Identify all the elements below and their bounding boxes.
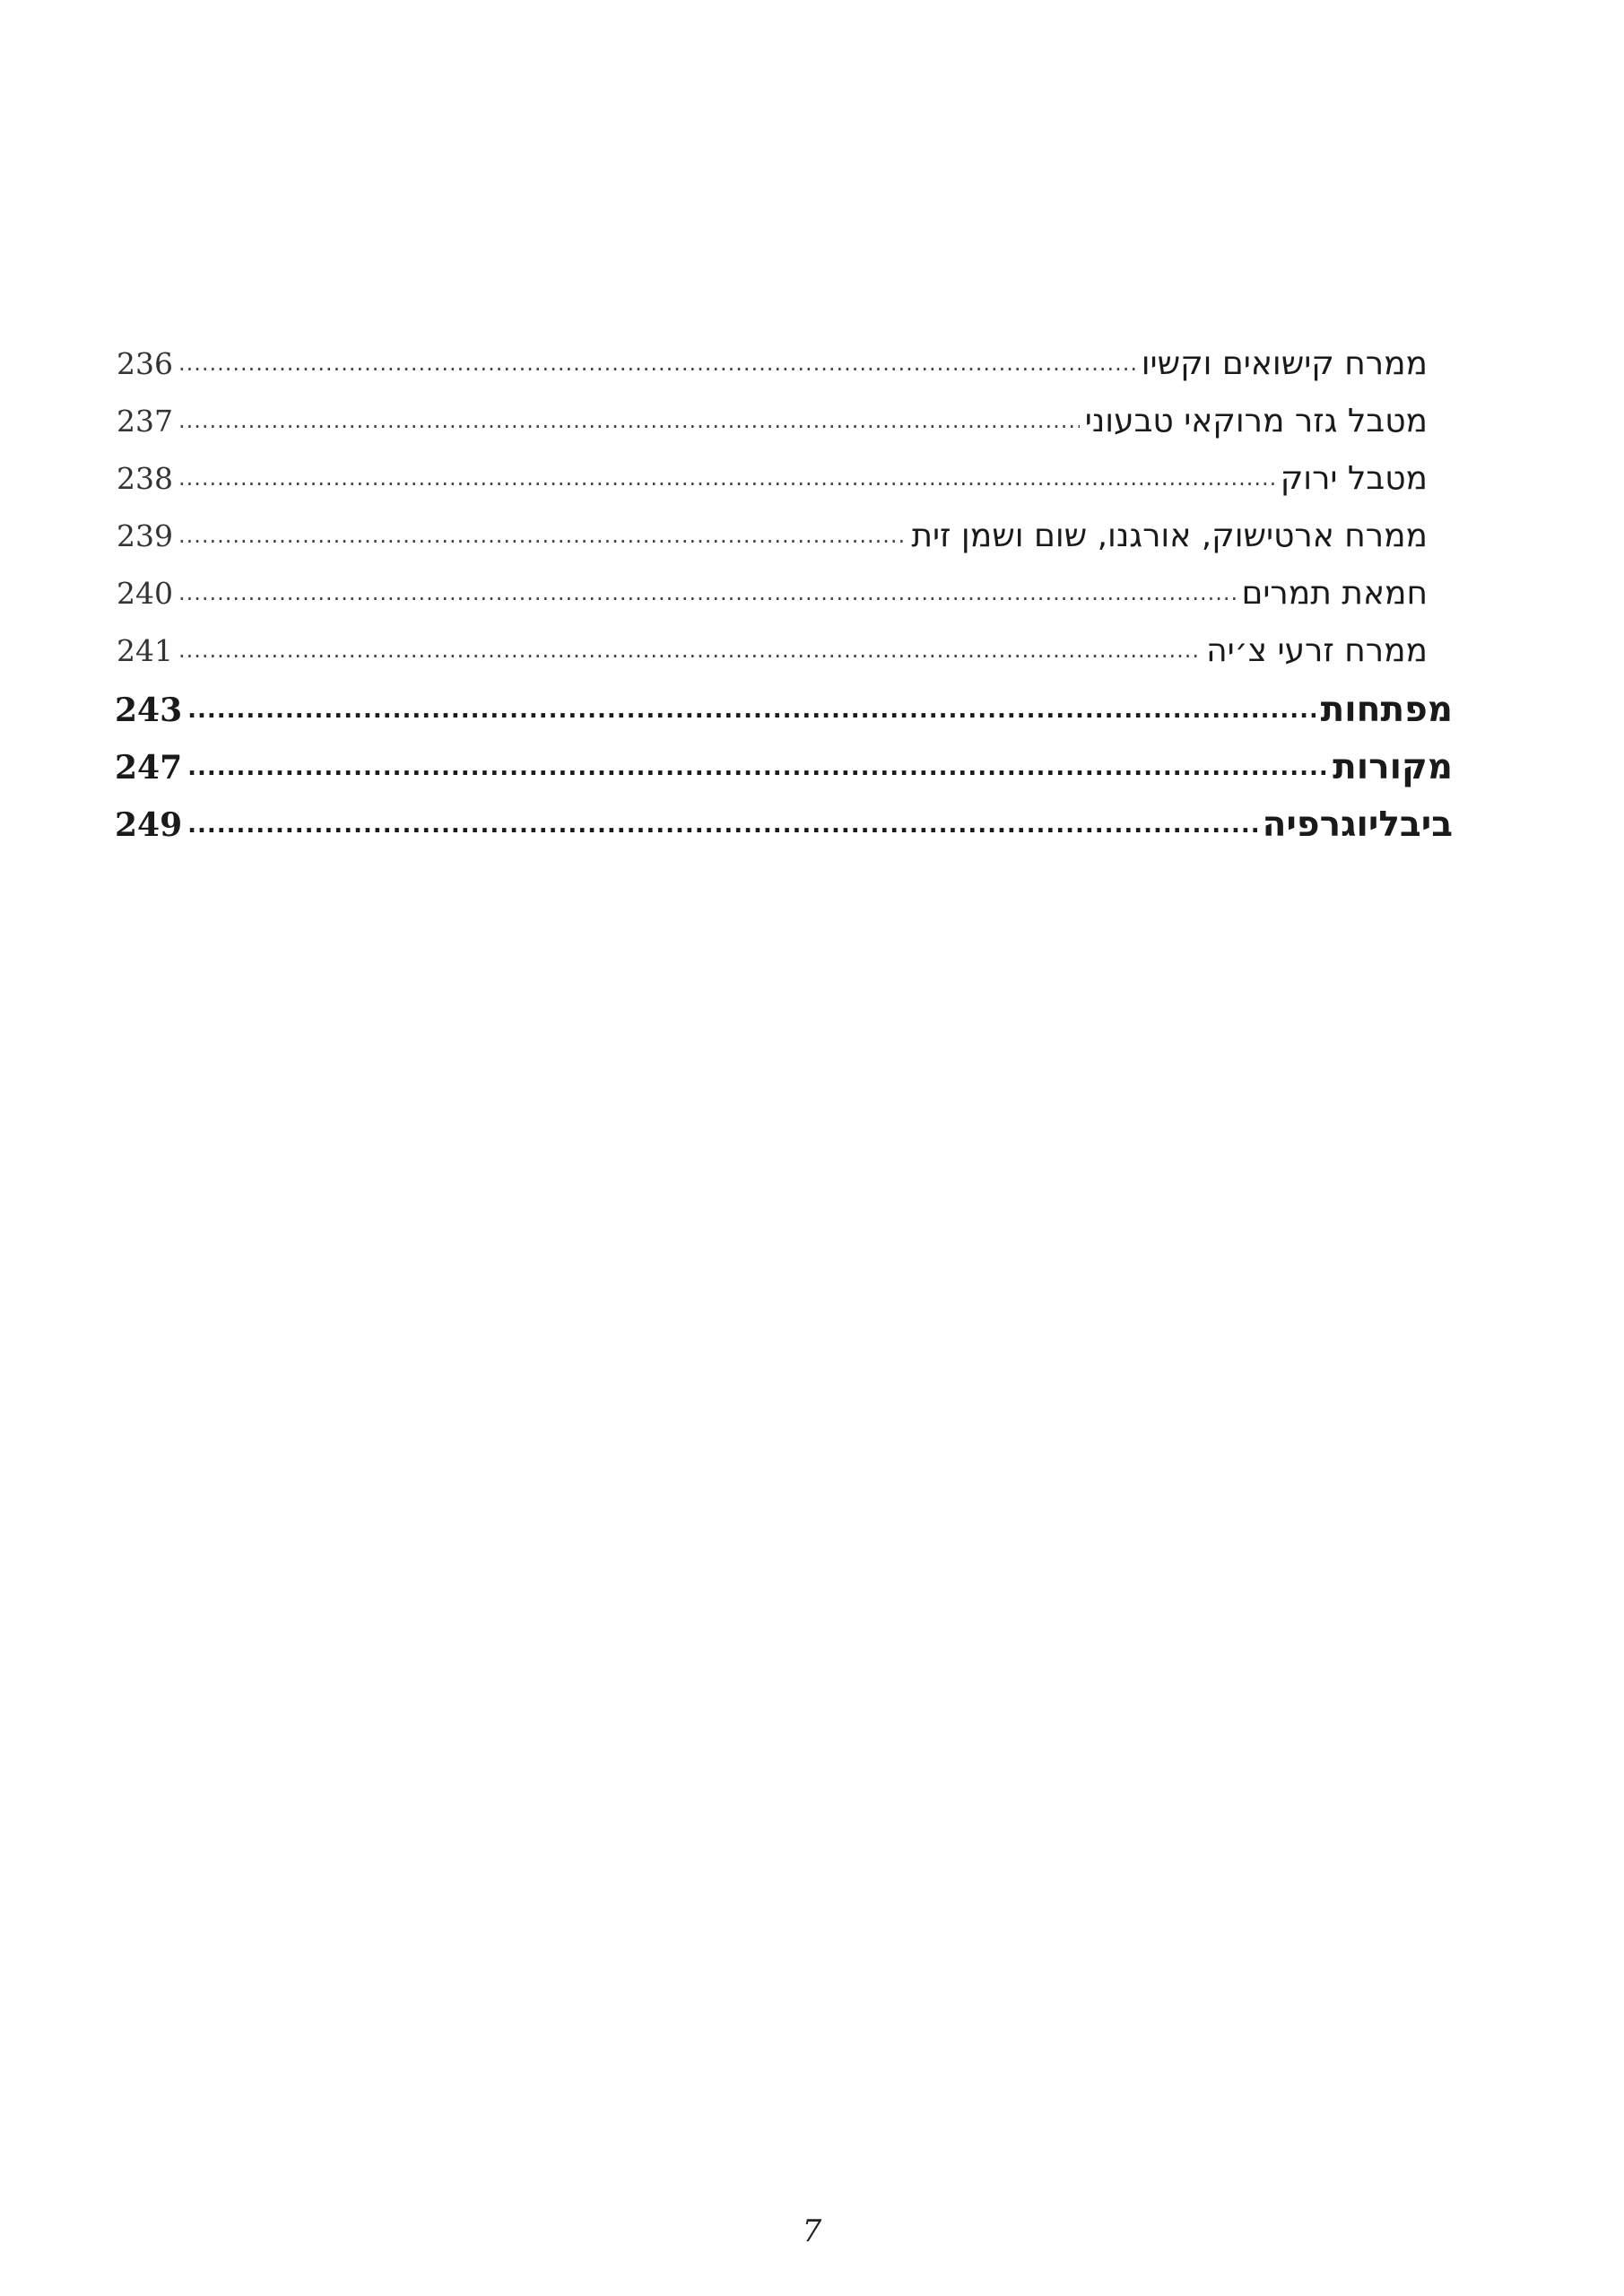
toc-entry[interactable] (117, 460, 1428, 517)
toc-entry-title: מטבל ירוק (1280, 460, 1428, 497)
toc-section-page: 249 (115, 806, 183, 844)
dot-leader (178, 580, 1236, 605)
toc-entry-title: חמאת תמרים (1241, 575, 1428, 612)
dot-leader (178, 408, 1080, 433)
toc-entry[interactable] (117, 517, 1428, 575)
toc-entry-page: 240 (117, 576, 173, 611)
toc-section-entry[interactable] (115, 690, 1453, 747)
toc-entry-title: ממרח קישואים וקשיו (1141, 345, 1428, 382)
toc-entry-title: ממרח זרעי צ׳יה (1206, 632, 1428, 669)
toc-entry[interactable] (117, 345, 1428, 403)
dot-leader (187, 754, 1327, 781)
dot-leader (178, 465, 1275, 491)
toc-entry-page: 237 (117, 404, 173, 439)
dot-leader (178, 351, 1136, 376)
toc-entry-page: 236 (117, 346, 173, 381)
toc-entry-page: 239 (117, 518, 173, 553)
toc-section-title: מפתחות (1320, 690, 1453, 730)
toc-entry-title: מטבל גזר מרוקאי טבעוני (1084, 403, 1428, 439)
toc-entry-page: 238 (117, 461, 173, 496)
dot-leader (187, 697, 1316, 724)
toc-section-page: 247 (115, 749, 183, 787)
toc-entry[interactable] (117, 403, 1428, 460)
toc-section-page: 243 (115, 691, 183, 729)
toc-section-entry[interactable] (115, 747, 1453, 804)
dot-leader (187, 812, 1256, 839)
page-number: 7 (802, 2213, 822, 2249)
dot-leader (178, 523, 906, 548)
toc-entry[interactable] (117, 575, 1428, 632)
toc-section-entry[interactable] (115, 804, 1453, 862)
table-of-contents (117, 345, 1455, 862)
toc-entry-title: ממרח ארטישוק, אורגנו, שום ושמן זית (911, 517, 1428, 554)
toc-entry-page: 241 (117, 633, 173, 668)
toc-section-title: ביבליוגרפיה (1262, 804, 1453, 845)
dot-leader (178, 638, 1201, 663)
toc-section-title: מקורות (1333, 747, 1453, 787)
toc-entry[interactable] (117, 632, 1428, 690)
